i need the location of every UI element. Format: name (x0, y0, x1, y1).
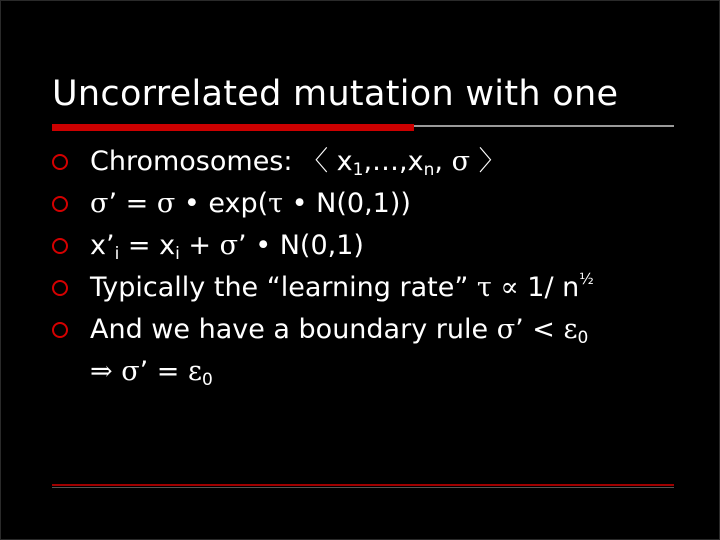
bullet-list (52, 142, 692, 352)
superscript: ½ (579, 270, 594, 288)
text-run: • N(0,1)) (283, 188, 411, 219)
epsilon-symbol: ε (563, 314, 578, 345)
tau-symbol: τ (268, 188, 284, 219)
text-run: + (179, 230, 220, 261)
subscript: 0 (202, 370, 213, 390)
bullet-text (90, 184, 411, 224)
left-angle-bracket: 〈 (301, 146, 329, 177)
bullet-x-update (52, 226, 692, 268)
epsilon-symbol: ε (188, 356, 203, 387)
text-run: 1/ n (518, 272, 580, 303)
subscript: 1 (352, 160, 364, 180)
bullet-chromosomes (52, 142, 692, 184)
slide-title: Uncorrelated mutation with one (52, 74, 619, 114)
sigma-symbol: σ (219, 230, 239, 261)
subscript: n (423, 160, 435, 180)
bullet-learning-rate (52, 268, 692, 310)
red-circle-outline-icon (52, 322, 68, 338)
text-run: ’ • N(0,1) (238, 230, 364, 261)
bullet-boundary-rule (52, 310, 692, 352)
red-circle-outline-icon (52, 196, 68, 212)
text-run: x’ (90, 230, 115, 261)
text-run: Chromosomes: (90, 146, 302, 177)
footer-rule-red (52, 484, 674, 486)
text-run: = x (119, 230, 176, 261)
sigma-symbol: σ (496, 314, 516, 345)
bullet-text (90, 268, 594, 308)
text-run: ’ < (515, 314, 564, 345)
red-circle-outline-icon (52, 280, 68, 296)
bullet-text (90, 226, 364, 266)
bullet-sigma-update (52, 184, 692, 226)
sigma-symbol: σ (156, 188, 176, 219)
right-angle-bracket: 〉 (470, 146, 506, 177)
implies-sigma-symbol: ⇒ σ (90, 356, 140, 387)
bullet-text (90, 310, 588, 350)
boundary-rule-continuation (90, 352, 213, 392)
text-run: Typically the “learning rate” (90, 272, 477, 303)
footer-rule-gray (52, 487, 674, 488)
subscript: i (175, 244, 180, 264)
text-run: ’ = (108, 188, 157, 219)
subscript: 0 (577, 328, 589, 348)
subscript: i (114, 244, 120, 264)
title-underline-red (52, 124, 414, 131)
text-run: ’ = (139, 356, 189, 387)
text-run: , (434, 146, 452, 177)
sigma-symbol: σ (451, 146, 470, 177)
bullet-text (90, 142, 506, 182)
red-circle-outline-icon (52, 154, 68, 170)
red-circle-outline-icon (52, 238, 68, 254)
text-run: And we have a boundary rule (90, 314, 497, 345)
tau-proportional-symbol: τ ∝ (476, 272, 519, 303)
text-run: x (328, 146, 353, 177)
text-run: ,…,x (363, 146, 424, 177)
sigma-symbol: σ (90, 188, 109, 219)
text-run: • exp( (175, 188, 269, 219)
